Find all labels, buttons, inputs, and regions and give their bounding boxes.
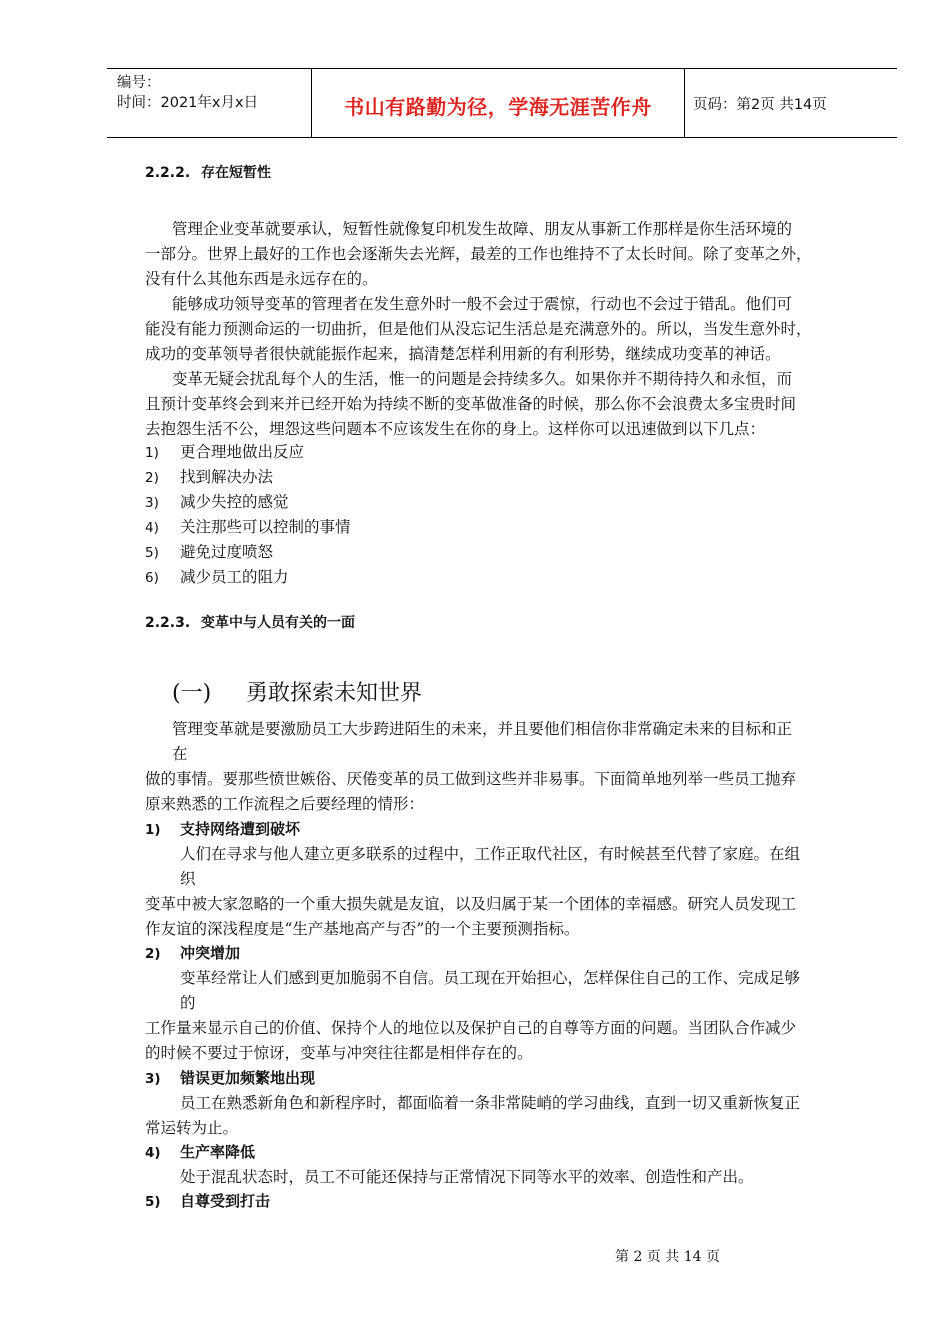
text-line: 在 bbox=[172, 745, 188, 763]
list-number: 5) bbox=[145, 545, 159, 561]
list-number: 6) bbox=[145, 570, 159, 586]
section-number: 2.2.2. bbox=[145, 165, 191, 181]
list-number: 2) bbox=[145, 470, 159, 486]
text-line: 工作量来显示自己的价值、保持个人的地位以及保护自己的自尊等方面的问题。当团队合作减少 bbox=[145, 1019, 797, 1037]
list-number: 3) bbox=[145, 1071, 161, 1087]
list-number: 4) bbox=[145, 520, 159, 536]
list-number: 4) bbox=[145, 1145, 161, 1161]
text-line: 常运转为止。 bbox=[145, 1119, 239, 1137]
list-number: 1) bbox=[145, 822, 161, 838]
list-number: 1) bbox=[145, 445, 159, 461]
text-line: 变革经常让人们感到更加脆弱不自信。员工现在开始担心，怎样保住自己的工作、完成足够 bbox=[180, 969, 801, 987]
text-line: 去抱怨生活不公，埋怨这些问题本不应该发生在你的身上。这样你可以迅速做到以下几点： bbox=[145, 420, 766, 438]
list-item-heading bbox=[145, 1189, 270, 1215]
list-item-heading bbox=[145, 941, 240, 967]
list-text: 找到解决办法 bbox=[180, 468, 274, 486]
header-motto-cell bbox=[312, 69, 685, 137]
header-page-cell bbox=[685, 69, 897, 137]
list-text: 更合理地做出反应 bbox=[180, 443, 305, 461]
text-line: 织 bbox=[180, 870, 196, 888]
text-line: 的时候不要过于惊讶，变革与冲突往往都是相伴存在的。 bbox=[145, 1044, 533, 1062]
text-line: 的 bbox=[180, 994, 196, 1012]
list-item bbox=[145, 515, 351, 541]
section-title: 存在短暂性 bbox=[201, 165, 271, 181]
list-item bbox=[145, 465, 273, 491]
section-heading-222 bbox=[145, 162, 271, 182]
list-number: 5) bbox=[145, 1194, 161, 1210]
list-text: 避免过度喷怒 bbox=[180, 543, 274, 561]
text-line: 管理企业变革就要承认，短暂性就像复印机发生故障、朋友从事新工作那样是你生活环境的 bbox=[172, 220, 793, 238]
text-line: 成功的变革领导者很快就能振作起来，搞清楚怎样利用新的有利形势，继续成功变革的神话。 bbox=[145, 345, 781, 363]
chapter-heading bbox=[172, 676, 422, 707]
section-number: 2.2.3. bbox=[145, 615, 191, 631]
list-title: 错误更加频繁地出现 bbox=[180, 1069, 316, 1087]
list-title: 自尊受到打击 bbox=[180, 1192, 271, 1210]
list-item-heading bbox=[145, 1140, 255, 1166]
text-line: 原来熟悉的工作流程之后要经理的情形： bbox=[145, 795, 425, 813]
motto: 书山有路勤为径，学海无涯苦作舟 bbox=[344, 95, 652, 119]
text-line: 作友谊的深浅程度是“生产基地高产与否”的一个主要预测指标。 bbox=[145, 920, 580, 938]
text-line: 能够成功领导变革的管理者在发生意外时一般不会过于震惊，行动也不会过于错乱。他们可 bbox=[172, 295, 793, 313]
time-label: 时间：2021年x月x日 bbox=[117, 95, 259, 111]
list-number: 2) bbox=[145, 946, 161, 962]
list-item bbox=[145, 490, 289, 516]
text-line: 变革中被大家忽略的一个重大损失就是友谊，以及归属于某一个团体的幸福感。研究人员发现工 bbox=[145, 895, 797, 913]
text-line: 做的事情。要那些愤世嫉俗、厌倦变革的员工做到这些并非易事。下面简单地列举一些员工抛弃 bbox=[145, 770, 797, 788]
text-line: 且预计变革终会到来并已经开始为持续不断的变革做准备的时候，那么你不会浪费太多宝贵时间 bbox=[145, 395, 797, 413]
code-label: 编号： bbox=[117, 75, 161, 91]
list-title: 冲突增加 bbox=[180, 944, 241, 962]
text-line: 员工在熟悉新角色和新程序时，都面临着一条非常陡峭的学习曲线，直到一切又重新恢复正 bbox=[180, 1094, 801, 1112]
page-header bbox=[107, 68, 897, 138]
list-title: 生产率降低 bbox=[180, 1143, 256, 1161]
list-item bbox=[145, 565, 289, 591]
list-text: 减少失控的感觉 bbox=[180, 493, 289, 511]
text-line: 变革无疑会扰乱每个人的生活，惟一的问题是会持续多久。如果你并不期待持久和永恒，而 bbox=[172, 370, 793, 388]
header-info-cell bbox=[107, 69, 312, 137]
text-line: 能没有能力预测命运的一切曲折，但是他们从没忘记生活总是充满意外的。所以，当发生意外时， bbox=[145, 320, 812, 338]
list-number: 3) bbox=[145, 495, 159, 511]
text-line: 没有什么其他东西是永远存在的。 bbox=[145, 270, 378, 288]
list-item bbox=[145, 540, 273, 566]
list-item-heading bbox=[145, 817, 300, 843]
chapter-title: 勇敢探索未知世界 bbox=[246, 681, 423, 706]
list-text: 关注那些可以控制的事情 bbox=[180, 518, 351, 536]
list-title: 支持网络遭到破坏 bbox=[180, 820, 301, 838]
list-text: 减少员工的阻力 bbox=[180, 568, 289, 586]
section-title: 变革中与人员有关的一面 bbox=[201, 615, 355, 631]
page-number-label: 页码：第2页 共14页 bbox=[693, 97, 827, 113]
section-heading-223 bbox=[145, 612, 355, 632]
list-item-heading bbox=[145, 1066, 315, 1092]
text-line: 处于混乱状态时，员工不可能还保持与正常情况下同等水平的效率、创造性和产出。 bbox=[180, 1168, 754, 1186]
page-footer: 第 2 页 共 14 页 bbox=[615, 1249, 720, 1265]
text-line: 人们在寻求与他人建立更多联系的过程中，工作正取代社区，有时候甚至代替了家庭。在组 bbox=[180, 845, 801, 863]
text-line: 管理变革就是要激励员工大步跨进陌生的未来，并且要他们相信你非常确定未来的目标和正 bbox=[172, 720, 793, 738]
text-line: 一部分。世界上最好的工作也会逐渐失去光辉，最差的工作也维持不了太长时间。除了变革之外， bbox=[145, 245, 812, 263]
list-item bbox=[145, 440, 304, 466]
chapter-number: (一) bbox=[172, 681, 212, 706]
